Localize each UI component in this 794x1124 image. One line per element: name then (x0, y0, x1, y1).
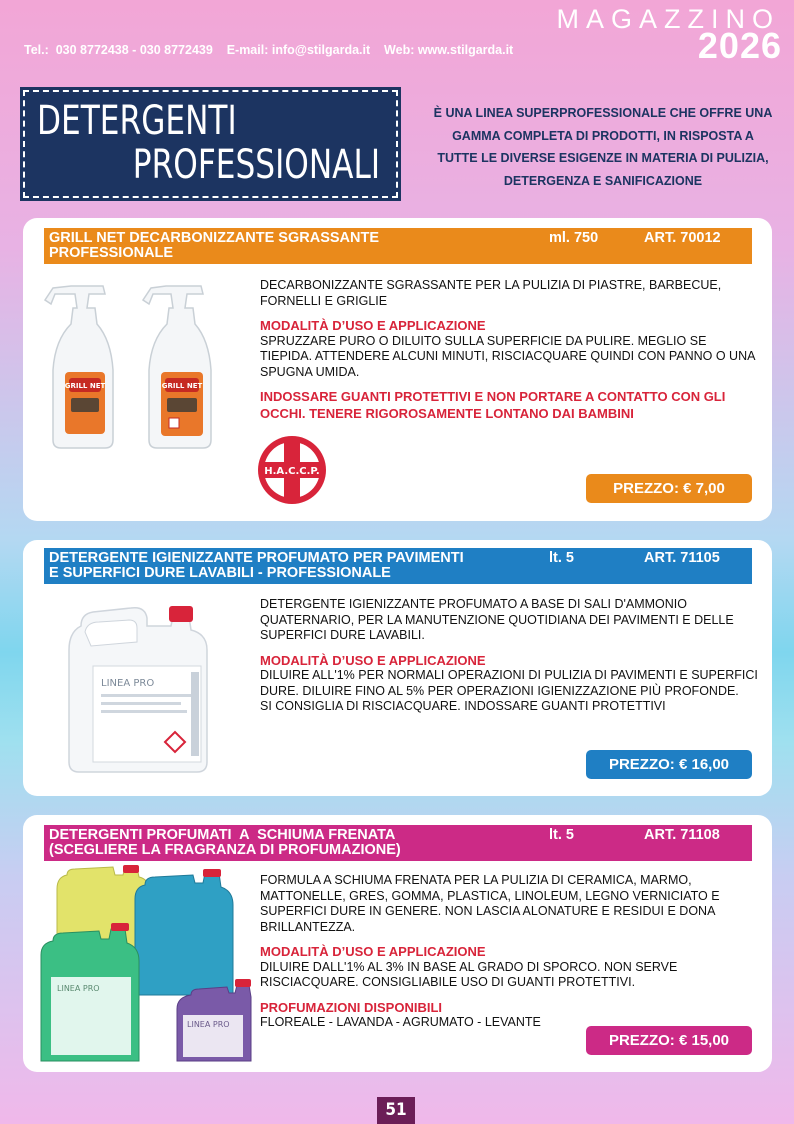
bottle-label-text: GRILL NET (161, 382, 203, 390)
product-card-grill-net (23, 218, 772, 521)
usage-text: SPRUZZARE PURO O DILUITO SULLA SUPERFICIE DA PULIRE. MEGLIO SE TIEPIDA. ATTENDERE ALCUNI MINUTI, RISCIACQUARE QUINDI CON PANNO O UNA SPUGNA UMIDA. (260, 333, 755, 379)
page-title-box (23, 90, 398, 198)
product-card-detergente-igienizzante (23, 540, 772, 796)
product-size: lt. 5 (549, 550, 574, 566)
intro-line: DETERGENZA E SANIFICAZIONE (503, 173, 703, 188)
price-tag: PREZZO: € 7,00 (586, 474, 752, 503)
product-name: DETERGENTI PROFUMATI A SCHIUMA FRENATA (SCEGLIERE LA FRAGRANZA DI PROFUMAZIONE) (49, 827, 401, 858)
product-art-number: ART. 71105 (644, 550, 720, 566)
bottle-label-text: GRILL NET (64, 382, 106, 390)
product-title-bar (44, 825, 752, 861)
tanks-group-image (27, 865, 252, 1065)
haccp-label: H.A.C.C.P. (264, 466, 320, 477)
usage-title: MODALITÀ D’USO E APPLICAZIONE (260, 652, 486, 668)
fragrance-list: FLOREALE - LAVANDA - AGRUMATO - LEVANTE (260, 1015, 541, 1029)
product-title-bar (44, 548, 752, 584)
warning-text: INDOSSARE GUANTI PROTETTIVI E NON PORTARE A CONTATTO CON GLI OCCHI. TENERE RIGOROSAMENTE LONTANO DAI BAMBINI (260, 389, 726, 421)
product-size: ml. 750 (549, 230, 599, 246)
price-tag: PREZZO: € 15,00 (586, 1026, 752, 1055)
product-art-number: ART. 71108 (644, 827, 720, 843)
page-number: 51 (377, 1097, 415, 1124)
usage-title: MODALITÀ D’USO E APPLICAZIONE (260, 944, 486, 959)
intro-line: È UNA LINEA SUPERPROFESSIONALE CHE OFFRE UNA (433, 106, 773, 120)
price-tag: PREZZO: € 16,00 (586, 750, 752, 779)
product-description-block (260, 873, 760, 1031)
intro-text (418, 102, 788, 192)
haccp-badge-icon (256, 434, 328, 506)
product-card-schiuma-frenata (23, 815, 772, 1072)
usage-text: DILUIRE DALL'1% AL 3% IN BASE AL GRADO DI SPORCO. NON SERVE RISCIACQUARE. CONSIGLIABILE USO DI GUANTI PROTETTIVI. (260, 959, 678, 989)
header-contacts: Tel.: 030 8772438 - 030 8772439 E-mail: info@stilgarda.it Web: www.stilgarda.it (24, 43, 514, 57)
intro-line: GAMMA COMPLETA DI PRODOTTI, IN RISPOSTA A (452, 128, 754, 143)
usage-text: DILUIRE ALL'1% PER NORMALI OPERAZIONI DI PULIZIA DI PAVIMENTI E SUPERFICI DURE. DILUIRE FINO AL 5% PER OPERAZIONI IGIENIZZAZIONE PIÙ PROFONDE. (260, 668, 758, 698)
product-title-bar (44, 228, 752, 264)
usage-text-2: SI CONSIGLIA DI RISCIACQUARE. INDOSSARE GUANTI PROTETTIVI (260, 699, 666, 713)
product-description: DETERGENTE IGIENIZZANTE PROFUMATO A BASE DI SALI D'AMMONIO QUATERNARIO, PER LA MANUTENZIONE QUOTIDIANA DEI PAVIMENTI E DELLE SUPERFICI DURE LAVABILI. (260, 597, 734, 642)
product-art-number: ART. 70012 (644, 230, 721, 246)
spray-bottles-image (41, 280, 231, 450)
page-title-line1: DETERGENTI (37, 98, 237, 144)
product-description-block (260, 597, 760, 715)
product-description: DECARBONIZZANTE SGRASSANTE PER LA PULIZIA DI PIASTRE, BARBECUE, FORNELLI E GRIGLIE (260, 278, 722, 308)
product-name: GRILL NET DECARBONIZZANTE SGRASSANTE PROFESSIONALE (49, 230, 380, 261)
product-description-block (260, 278, 760, 422)
fragrance-title: PROFUMAZIONI DISPONIBILI (260, 999, 442, 1015)
magazine-year: 2026 (697, 25, 782, 66)
usage-title: MODALITÀ D’USO E APPLICAZIONE (260, 318, 486, 333)
product-name: DETERGENTE IGIENIZZANTE PROFUMATO PER PAVIMENTI E SUPERFICI DURE LAVABILI - PROFESSIONALE (49, 550, 464, 581)
product-size: lt. 5 (549, 827, 574, 843)
intro-line: TUTTE LE DIVERSE ESIGENZE IN MATERIA DI PULIZIA, (437, 151, 769, 165)
product-description: FORMULA A SCHIUMA FRENATA PER LA PULIZIA DI CERAMICA, MARMO, MATTONELLE, GRES, GOMMA, PLASTICA, LINOLEUM, LEGNO VERNICIATO E SUPERFICI DURE IN GENERE. NON LASCIA ALONATURE E RESIDUI E DONA BRILLANTEZZA. (260, 873, 720, 934)
tank-brand-label: LINEA PRO (101, 678, 155, 689)
tank-brand-label: LINEA PRO (57, 984, 100, 993)
magazine-word: MAGAZZINO (556, 4, 780, 34)
page-title-line2: PROFESSIONALI (132, 142, 380, 188)
tank-image (61, 596, 221, 776)
tank-brand-label: LINEA PRO (187, 1020, 230, 1029)
